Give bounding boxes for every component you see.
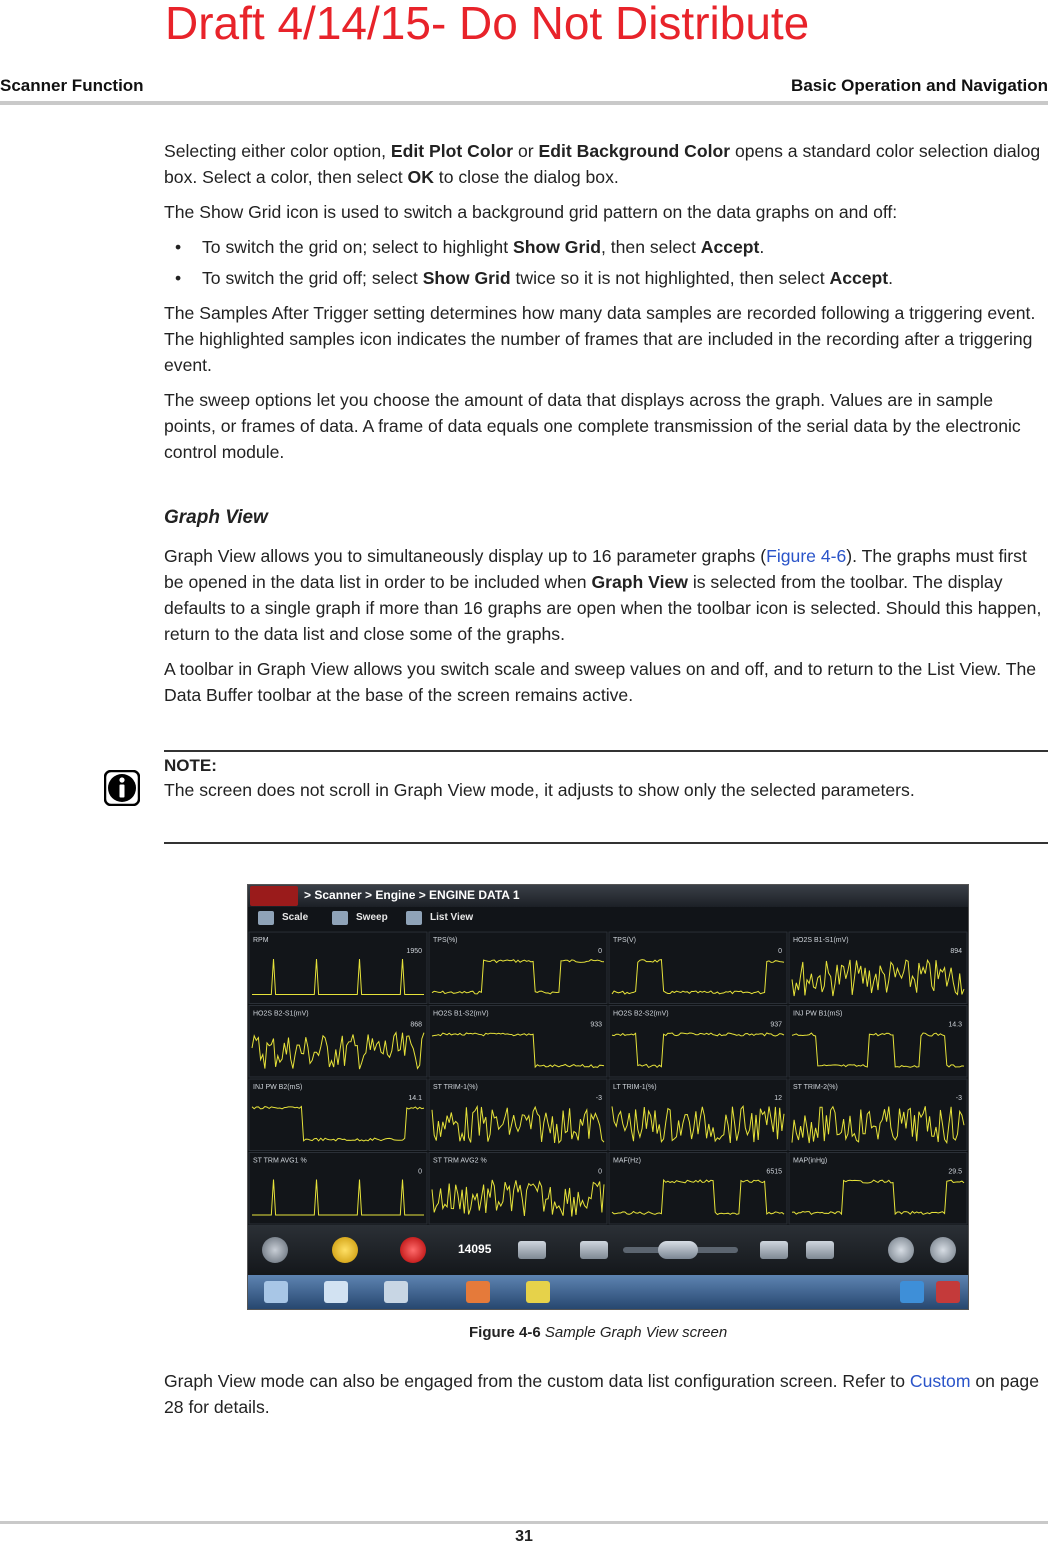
toolbar-sweep[interactable]: Sweep xyxy=(356,912,388,923)
paragraph-graph-view-intro xyxy=(164,543,1048,647)
logo-icon xyxy=(250,886,298,906)
graph-label: TPS(%) xyxy=(433,937,458,944)
wifi-icon[interactable] xyxy=(900,1281,924,1303)
graph-value: 933 xyxy=(590,1021,602,1029)
graph-view-screenshot xyxy=(247,884,969,1310)
graph-value: 14.1 xyxy=(408,1095,422,1102)
step-back-icon[interactable] xyxy=(580,1241,608,1259)
graph-value: 12 xyxy=(774,1095,782,1102)
text-run: Selecting either color option, xyxy=(164,141,391,161)
bold-term: Accept xyxy=(700,237,760,257)
toolbar-list-view[interactable]: List View xyxy=(430,912,474,923)
caption-text: Sample Graph View screen xyxy=(540,1324,728,1341)
tools-icon[interactable] xyxy=(384,1281,408,1303)
paragraph-show-grid: The Show Grid icon is used to switch a background grid pattern on the data graphs on and off: xyxy=(164,202,898,222)
graph-value: 0 xyxy=(778,948,782,955)
text-run: , then select xyxy=(600,237,701,257)
header-chapter-title: Basic Operation and Navigation xyxy=(791,76,1048,95)
title-bar xyxy=(248,885,968,907)
skip-forward-icon[interactable] xyxy=(806,1241,834,1259)
toolbar-scale[interactable]: Scale xyxy=(282,912,309,923)
info-icon xyxy=(104,770,140,806)
graph-value: 937 xyxy=(770,1021,782,1029)
bold-term: Show Grid xyxy=(513,237,601,257)
data-buffer-toolbar xyxy=(248,1225,968,1275)
camera-icon[interactable] xyxy=(262,1237,288,1263)
text-run: opens a standard color selection dialog box. Select a color, then select xyxy=(164,141,1041,187)
graph-value: 29.5 xyxy=(948,1168,962,1176)
header-section-title: Scanner Function xyxy=(0,76,144,95)
slider-handle[interactable] xyxy=(658,1241,698,1259)
skip-back-icon[interactable] xyxy=(518,1241,546,1259)
bold-term: Accept xyxy=(829,268,889,288)
save-icon[interactable] xyxy=(526,1281,550,1303)
paragraph-custom-reference xyxy=(164,1368,1048,1420)
graph-label: HO2S B2-S1(mV) xyxy=(253,1010,309,1018)
paragraph-sweep-options: The sweep options let you choose the amount of data that displays across the graph. Values are in sample points, or frames of data. A frame of data equals one complete transmission of the serial data by the electronic control module. xyxy=(164,390,1021,462)
dock-bar xyxy=(248,1275,968,1309)
note-title: NOTE: xyxy=(164,756,217,775)
step-forward-icon[interactable] xyxy=(760,1241,788,1259)
graph-label: INJ PW B1(mS) xyxy=(793,1010,843,1018)
custom-link[interactable]: Custom xyxy=(909,1371,971,1391)
home-icon[interactable] xyxy=(264,1281,288,1303)
text-run: Graph View mode can also be engaged from the custom data list configuration screen. Refer to xyxy=(164,1371,910,1391)
graph-label: HO2S B1-S1(mV) xyxy=(793,937,849,944)
text-run: is selected from the toolbar. The display defaults to a single graph if more than 16 graphs are open when the toolbar icon is selected. Should this happen, return to the data list and close some of the graphs. xyxy=(164,572,1042,644)
clear-icon[interactable] xyxy=(400,1237,426,1263)
graph-label: HO2S B1-S2(mV) xyxy=(433,1010,489,1018)
graph-grid xyxy=(248,931,968,1225)
frame-counter: 14095 xyxy=(458,1242,492,1256)
graph-label: HO2S B2-S2(mV) xyxy=(613,1010,669,1018)
bullet-list xyxy=(164,234,1048,291)
text-run: on page 28 for details. xyxy=(164,1371,1039,1417)
text-run: ). The graphs must first be opened in the data list in order to be included when xyxy=(164,546,1027,592)
connection-icon[interactable] xyxy=(936,1281,960,1303)
scale-icon[interactable] xyxy=(258,911,274,925)
graph-value: 14.3 xyxy=(948,1021,962,1029)
draft-watermark: Draft 4/14/15- Do Not Distribute xyxy=(165,0,810,49)
graph-toolbar xyxy=(248,907,968,931)
sweep-icon[interactable] xyxy=(332,911,348,925)
note-box xyxy=(164,750,1048,844)
graph-value: 0 xyxy=(418,1168,422,1176)
bullet-glyph: • xyxy=(175,268,182,288)
graph-label: ST TRM AVG1 % xyxy=(253,1157,307,1165)
bold-term: Edit Plot Color xyxy=(390,141,514,161)
bold-term: Graph View xyxy=(591,572,688,592)
bold-term: Show Grid xyxy=(422,268,511,288)
header-rule xyxy=(0,101,1048,105)
graph-label: ST TRM AVG2 % xyxy=(433,1157,487,1165)
bullet-glyph: • xyxy=(175,237,182,257)
note-text: The screen does not scroll in Graph View mode, it adjusts to show only the selected parameters. xyxy=(164,780,915,800)
graph-label: MAP(inHg) xyxy=(793,1157,828,1165)
graph-value: 0 xyxy=(598,1168,602,1176)
page-number: 31 xyxy=(515,1528,533,1545)
graph-label: LT TRIM-1(%) xyxy=(613,1084,657,1091)
text-run: or xyxy=(513,141,539,161)
list-item xyxy=(164,234,1048,260)
caption-label: Figure 4-6 xyxy=(469,1324,541,1341)
data-list-icon[interactable] xyxy=(324,1281,348,1303)
zoom-out-icon[interactable] xyxy=(888,1237,914,1263)
figure-caption xyxy=(469,1324,727,1341)
list-view-icon[interactable] xyxy=(406,911,422,925)
text-run: To switch the grid on; select to highlight xyxy=(202,237,513,257)
graph-value: 0 xyxy=(598,948,602,955)
graph-label: ST TRIM-2(%) xyxy=(793,1084,838,1091)
graph-label: INJ PW B2(mS) xyxy=(253,1084,303,1091)
graph-value: -3 xyxy=(955,1095,962,1102)
scan-icon[interactable] xyxy=(466,1281,490,1303)
breadcrumb: > Scanner > Engine > ENGINE DATA 1 xyxy=(304,888,520,902)
list-item xyxy=(164,265,1048,291)
graph-value: 894 xyxy=(950,948,962,955)
text-run: Graph View allows you to simultaneously display up to 16 parameter graphs ( xyxy=(164,546,767,566)
graph-value: 1950 xyxy=(406,948,422,955)
text-run: To switch the grid off; select xyxy=(202,268,423,288)
pause-icon[interactable] xyxy=(332,1237,358,1263)
text-run: twice so it is not highlighted, then select xyxy=(510,268,830,288)
paragraph-samples-after-trigger: The Samples After Trigger setting determines how many data samples are recorded following a triggering event. The highlighted samples icon indicates the number of frames that are included in the recording after a triggering event. xyxy=(164,303,1036,375)
text-run: . xyxy=(888,268,894,288)
graph-value: 868 xyxy=(410,1021,422,1029)
text-run: . xyxy=(759,237,765,257)
section-heading-graph-view: Graph View xyxy=(164,507,268,528)
text-run: to close the dialog box. xyxy=(433,167,619,187)
bold-term: Edit Background Color xyxy=(538,141,731,161)
graph-label: TPS(V) xyxy=(613,937,636,944)
paragraph-graph-view-toolbar: A toolbar in Graph View allows you switch scale and sweep values on and off, and to return to the List View. The Data Buffer toolbar at the base of the screen remains active. xyxy=(164,659,1037,705)
graph-label: RPM xyxy=(253,937,269,944)
figure-link[interactable]: Figure 4-6 xyxy=(766,546,847,566)
graph-label: ST TRIM-1(%) xyxy=(433,1084,478,1091)
graph-value: -3 xyxy=(595,1095,602,1102)
graph-label: MAF(Hz) xyxy=(613,1157,641,1165)
body-text-top xyxy=(164,138,1048,717)
body-text-bottom xyxy=(164,1368,1048,1420)
paragraph-color-options xyxy=(164,138,1048,190)
footer-rule xyxy=(0,1521,1048,1524)
graph-value: 6515 xyxy=(766,1168,782,1176)
bold-term: OK xyxy=(407,167,434,187)
zoom-in-icon[interactable] xyxy=(930,1237,956,1263)
